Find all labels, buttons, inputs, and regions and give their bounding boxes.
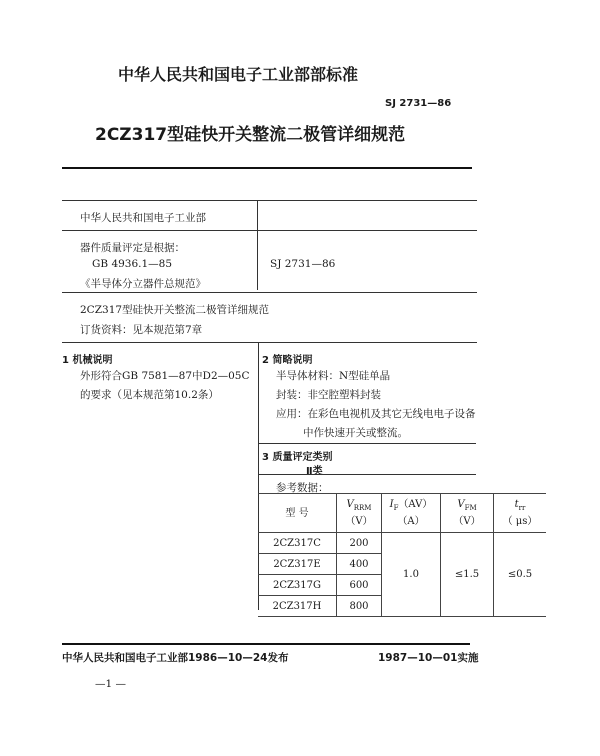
header-unit: （ μs） xyxy=(502,516,538,527)
vrrm-cell: 600 xyxy=(337,575,382,596)
vfm-cell: ≤1.5 xyxy=(441,533,494,617)
document-title: 2CZ317型硅快开关整流二极管详细规范 xyxy=(95,125,406,145)
vrrm-cell: 800 xyxy=(337,596,382,617)
order-info: 订货资料：见本规范第7章 xyxy=(80,324,203,336)
section2-heading: 2 简略说明 xyxy=(262,355,313,366)
header-unit: （V） xyxy=(453,516,481,527)
divider xyxy=(62,230,477,231)
spec-name: 2CZ317型硅快开关整流二极管详细规范 xyxy=(80,304,270,316)
quality-category: Ⅱ类 xyxy=(306,466,323,477)
trr-cell: ≤0.5 xyxy=(494,533,547,617)
page-number: —1 — xyxy=(95,678,127,690)
effective-date: 1987—10—01实施 xyxy=(378,652,479,664)
col-vrrm xyxy=(337,494,382,533)
header-sub: F xyxy=(393,504,399,512)
header-label: I xyxy=(389,499,394,510)
header-label: V xyxy=(346,499,354,510)
divider xyxy=(62,292,477,293)
package: 封装：非空腔塑料封装 xyxy=(276,389,381,401)
divider xyxy=(62,167,472,169)
divider xyxy=(62,643,470,645)
header-unit: （V） xyxy=(345,516,373,527)
divider xyxy=(257,200,258,290)
col-vfm xyxy=(441,494,494,533)
ministry-name: 中华人民共和国电子工业部 xyxy=(80,212,206,224)
spec-code: SJ 2731—86 xyxy=(270,258,336,270)
application-cont: 中作快速开关或整流。 xyxy=(303,427,408,439)
divider xyxy=(62,200,477,201)
if-cell: 1.0 xyxy=(382,533,441,617)
table-row xyxy=(258,533,546,554)
header-sub: FM xyxy=(464,504,477,512)
section1-line: 的要求（见本规范第10.2条） xyxy=(80,389,219,401)
col-trr xyxy=(494,494,547,533)
model-cell: 2CZ317G xyxy=(258,575,337,596)
col-model xyxy=(258,494,337,533)
divider xyxy=(258,443,476,444)
issuer-title: 中华人民共和国电子工业部部标准 xyxy=(118,65,359,84)
header-unit: （A） xyxy=(397,516,425,527)
section3-heading: 3 质量评定类别 xyxy=(262,452,333,463)
basis-standard: GB 4936.1—85 xyxy=(92,258,173,270)
reference-data-table xyxy=(258,493,546,617)
header-label: V xyxy=(457,499,465,510)
issue-date: 中华人民共和国电子工业部1986—10—24发布 xyxy=(62,652,289,664)
header-sub: rr xyxy=(518,504,526,512)
vrrm-cell: 400 xyxy=(337,554,382,575)
col-if xyxy=(382,494,441,533)
header-extra: （AV） xyxy=(398,499,433,510)
material: 半导体材料：N型硅单晶 xyxy=(276,370,391,382)
table-header-row xyxy=(258,494,546,533)
model-cell: 2CZ317H xyxy=(258,596,337,617)
basis-standard-name: 《半导体分立器件总规范》 xyxy=(80,278,206,290)
model-cell: 2CZ317C xyxy=(258,533,337,554)
divider xyxy=(62,342,477,343)
header-label: 型 号 xyxy=(285,507,309,519)
section1-line: 外形符合GB 7581—87中D2—05C xyxy=(80,370,250,382)
standard-code: SJ 2731—86 xyxy=(385,98,452,109)
reference-label: 参考数据： xyxy=(276,482,329,494)
application: 应用：在彩色电视机及其它无线电电子设备 xyxy=(276,408,476,420)
header-label: t xyxy=(514,499,519,510)
section1-heading: 1 机械说明 xyxy=(62,355,113,366)
header-sub: RRM xyxy=(353,504,372,512)
basis-label: 器件质量评定是根据： xyxy=(80,242,185,254)
divider xyxy=(258,474,476,475)
vrrm-cell: 200 xyxy=(337,533,382,554)
model-cell: 2CZ317E xyxy=(258,554,337,575)
